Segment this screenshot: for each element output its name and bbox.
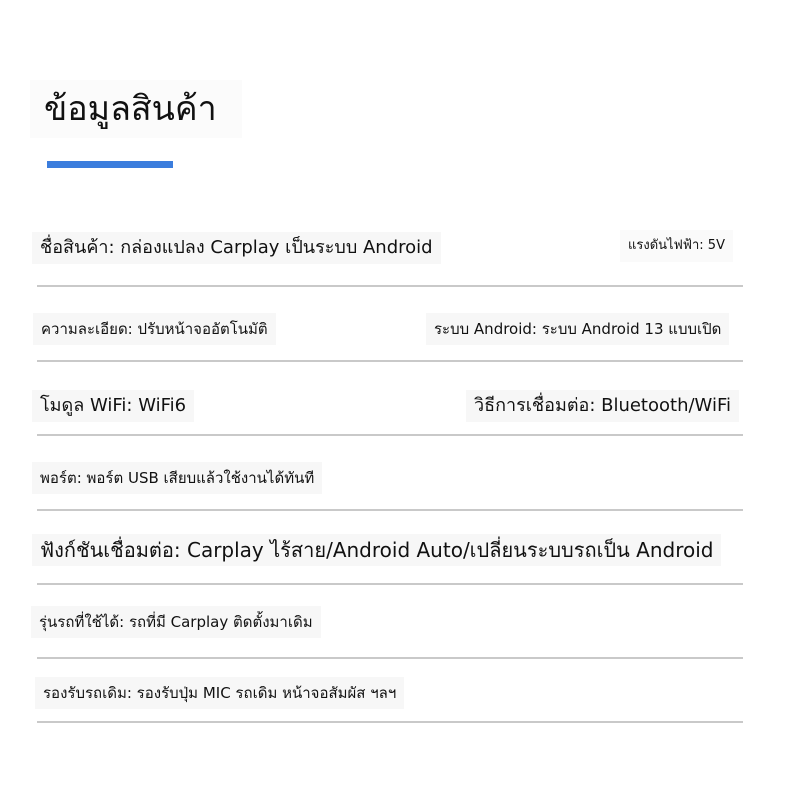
divider-5 bbox=[37, 583, 743, 585]
spec-connection-method: วิธีการเชื่อมต่อ: Bluetooth/WiFi bbox=[466, 390, 739, 422]
divider-3 bbox=[37, 434, 743, 436]
spec-voltage: แรงดันไฟฟ้า: 5V bbox=[620, 230, 733, 262]
divider-6 bbox=[37, 657, 743, 659]
spec-port: พอร์ต: พอร์ต USB เสียบแล้วใช้งานได้ทันที bbox=[32, 462, 322, 494]
spec-original-support: รองรับรถเดิม: รองรับปุ่ม MIC รถเดิม หน้าจอสัมผัส ฯลฯ bbox=[35, 677, 404, 709]
divider-2 bbox=[37, 360, 743, 362]
spec-resolution: ความละเอียด: ปรับหน้าจออัตโนมัติ bbox=[33, 313, 276, 345]
spec-compatible-models: รุ่นรถที่ใช้ได้: รถที่มี Carplay ติดตั้งมาเดิม bbox=[31, 606, 321, 638]
divider-7 bbox=[37, 721, 743, 723]
spec-connect-function: ฟังก์ชันเชื่อมต่อ: Carplay ไร้สาย/Android Auto/เปลี่ยนระบบรถเป็น Android bbox=[32, 534, 721, 566]
spec-product-name: ชื่อสินค้า: กล่องแปลง Carplay เป็นระบบ Android bbox=[32, 232, 441, 264]
spec-wifi-module: โมดูล WiFi: WiFi6 bbox=[32, 390, 194, 422]
divider-1 bbox=[37, 285, 743, 287]
page-title: ข้อมูลสินค้า bbox=[30, 80, 242, 138]
title-accent-bar bbox=[47, 161, 173, 168]
spec-android-system: ระบบ Android: ระบบ Android 13 แบบเปิด bbox=[426, 313, 729, 345]
divider-4 bbox=[37, 509, 743, 511]
